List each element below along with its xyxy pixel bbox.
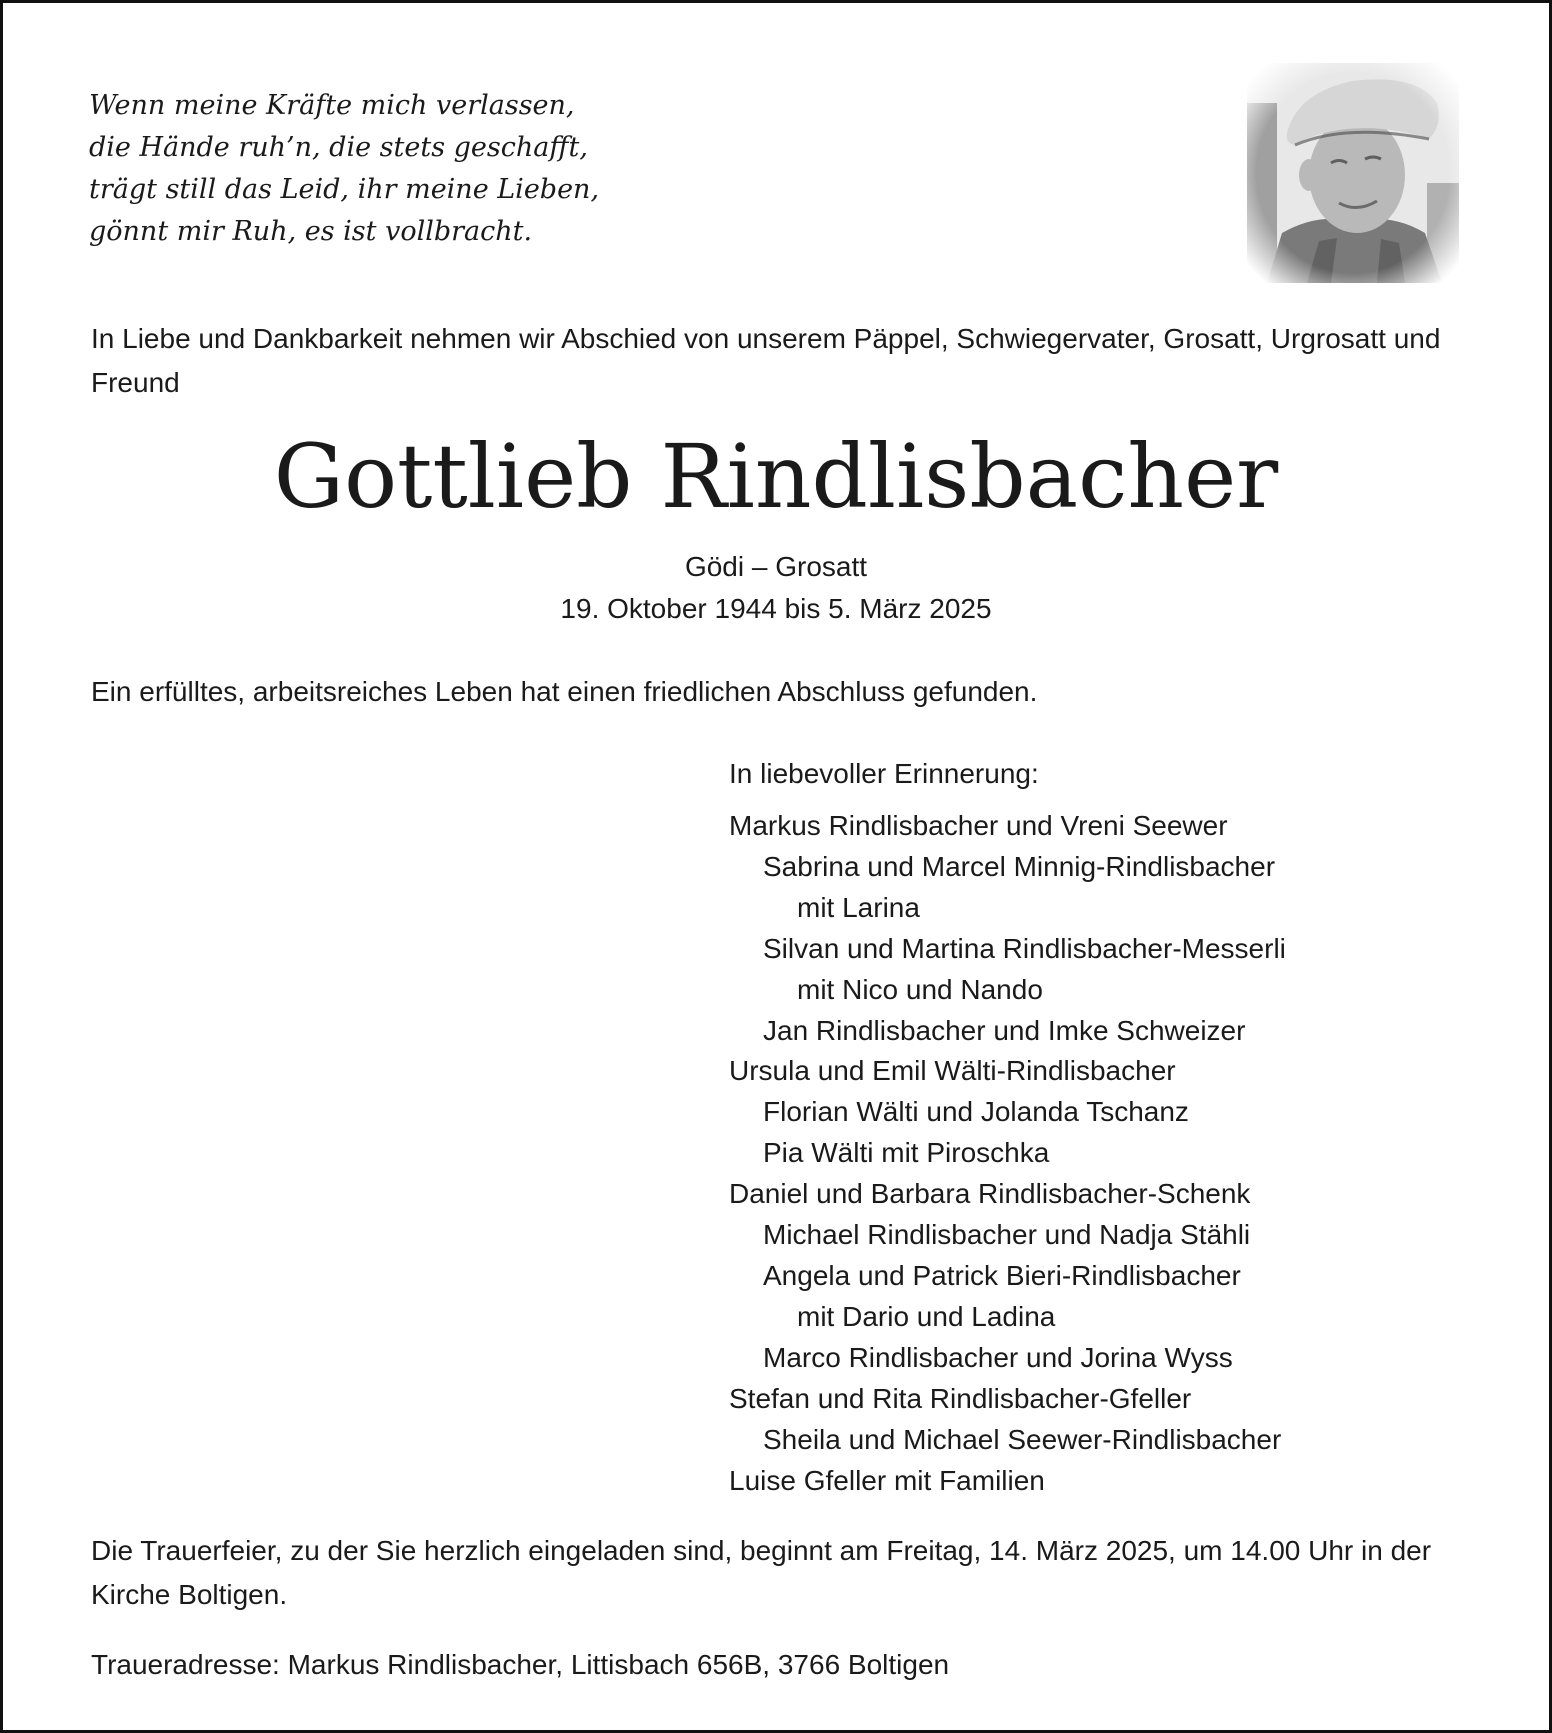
mourner-entry: mit Nico und Nando bbox=[797, 973, 1043, 1005]
mourner-entry: Stefan und Rita Rindlisbacher-Gfeller bbox=[729, 1382, 1192, 1414]
mourner-entry: Marco Rindlisbacher und Jorina Wyss bbox=[763, 1341, 1233, 1373]
mourner-entry: Sheila und Michael Seewer-Rindlisbacher bbox=[763, 1423, 1282, 1455]
portrait-photo bbox=[1247, 63, 1459, 283]
mourner-entry: Angela und Patrick Bieri-Rindlisbacher bbox=[763, 1259, 1241, 1291]
mourner-entry: Florian Wälti und Jolanda Tschanz bbox=[763, 1096, 1189, 1128]
mourning-address: Traueradresse: Markus Rindlisbacher, Littisbach 656B, 3766 Boltigen bbox=[91, 1649, 950, 1680]
mourner-entry: Silvan und Martina Rindlisbacher-Messerli bbox=[763, 932, 1286, 964]
mourners-list bbox=[729, 806, 1509, 1501]
poem-line: gönnt mir Ruh, es ist vollbracht. bbox=[89, 216, 533, 247]
life-dates: 19. Oktober 1944 bis 5. März 2025 bbox=[560, 593, 992, 624]
poem bbox=[89, 85, 709, 253]
mourner-entry: Luise Gfeller mit Familien bbox=[729, 1464, 1045, 1496]
funeral-announcement: Die Trauerfeier, zu der Sie herzlich eingeladen sind, beginnt am Freitag, 14. März 2025, um 14.00 Uhr in der Kirche Boltigen. bbox=[91, 1535, 1432, 1610]
deceased-nickname: Gödi – Grosatt bbox=[684, 551, 868, 582]
mourner-entry: Daniel und Barbara Rindlisbacher-Schenk bbox=[729, 1178, 1251, 1210]
mourners-section bbox=[729, 754, 1509, 1501]
mourner-entry: Jan Rindlisbacher und Imke Schweizer bbox=[763, 1014, 1246, 1046]
mourner-entry: Markus Rindlisbacher und Vreni Seewer bbox=[729, 810, 1228, 841]
mourner-entry: Pia Wälti mit Piroschka bbox=[763, 1137, 1050, 1169]
poem-line: trägt still das Leid, ihr meine Lieben, bbox=[89, 174, 600, 205]
mourner-entry: Sabrina und Marcel Minnig-Rindlisbacher bbox=[763, 850, 1276, 882]
deceased-name: Gottlieb Rindlisbacher bbox=[273, 425, 1279, 528]
portrait-photo-icon bbox=[1247, 63, 1459, 283]
mourner-entry: mit Larina bbox=[797, 891, 920, 923]
tribute-text: Ein erfülltes, arbeitsreiches Leben hat einen friedlichen Abschluss gefunden. bbox=[91, 676, 1038, 707]
mourners-heading: In liebevoller Erinnerung: bbox=[729, 758, 1039, 789]
poem-line: die Hände ruh’n, die stets geschafft, bbox=[89, 132, 588, 163]
intro-text: In Liebe und Dankbarkeit nehmen wir Abschied von unserem Päppel, Schwiegervater, Grosatt, Urgrosatt und Freund bbox=[91, 323, 1441, 398]
poem-line: Wenn meine Kräfte mich verlassen, bbox=[89, 90, 575, 121]
mourner-entry: mit Dario und Ladina bbox=[797, 1300, 1056, 1332]
mourner-entry: Ursula und Emil Wälti-Rindlisbacher bbox=[729, 1055, 1176, 1087]
mourner-entry: Michael Rindlisbacher und Nadja Stähli bbox=[763, 1219, 1251, 1251]
